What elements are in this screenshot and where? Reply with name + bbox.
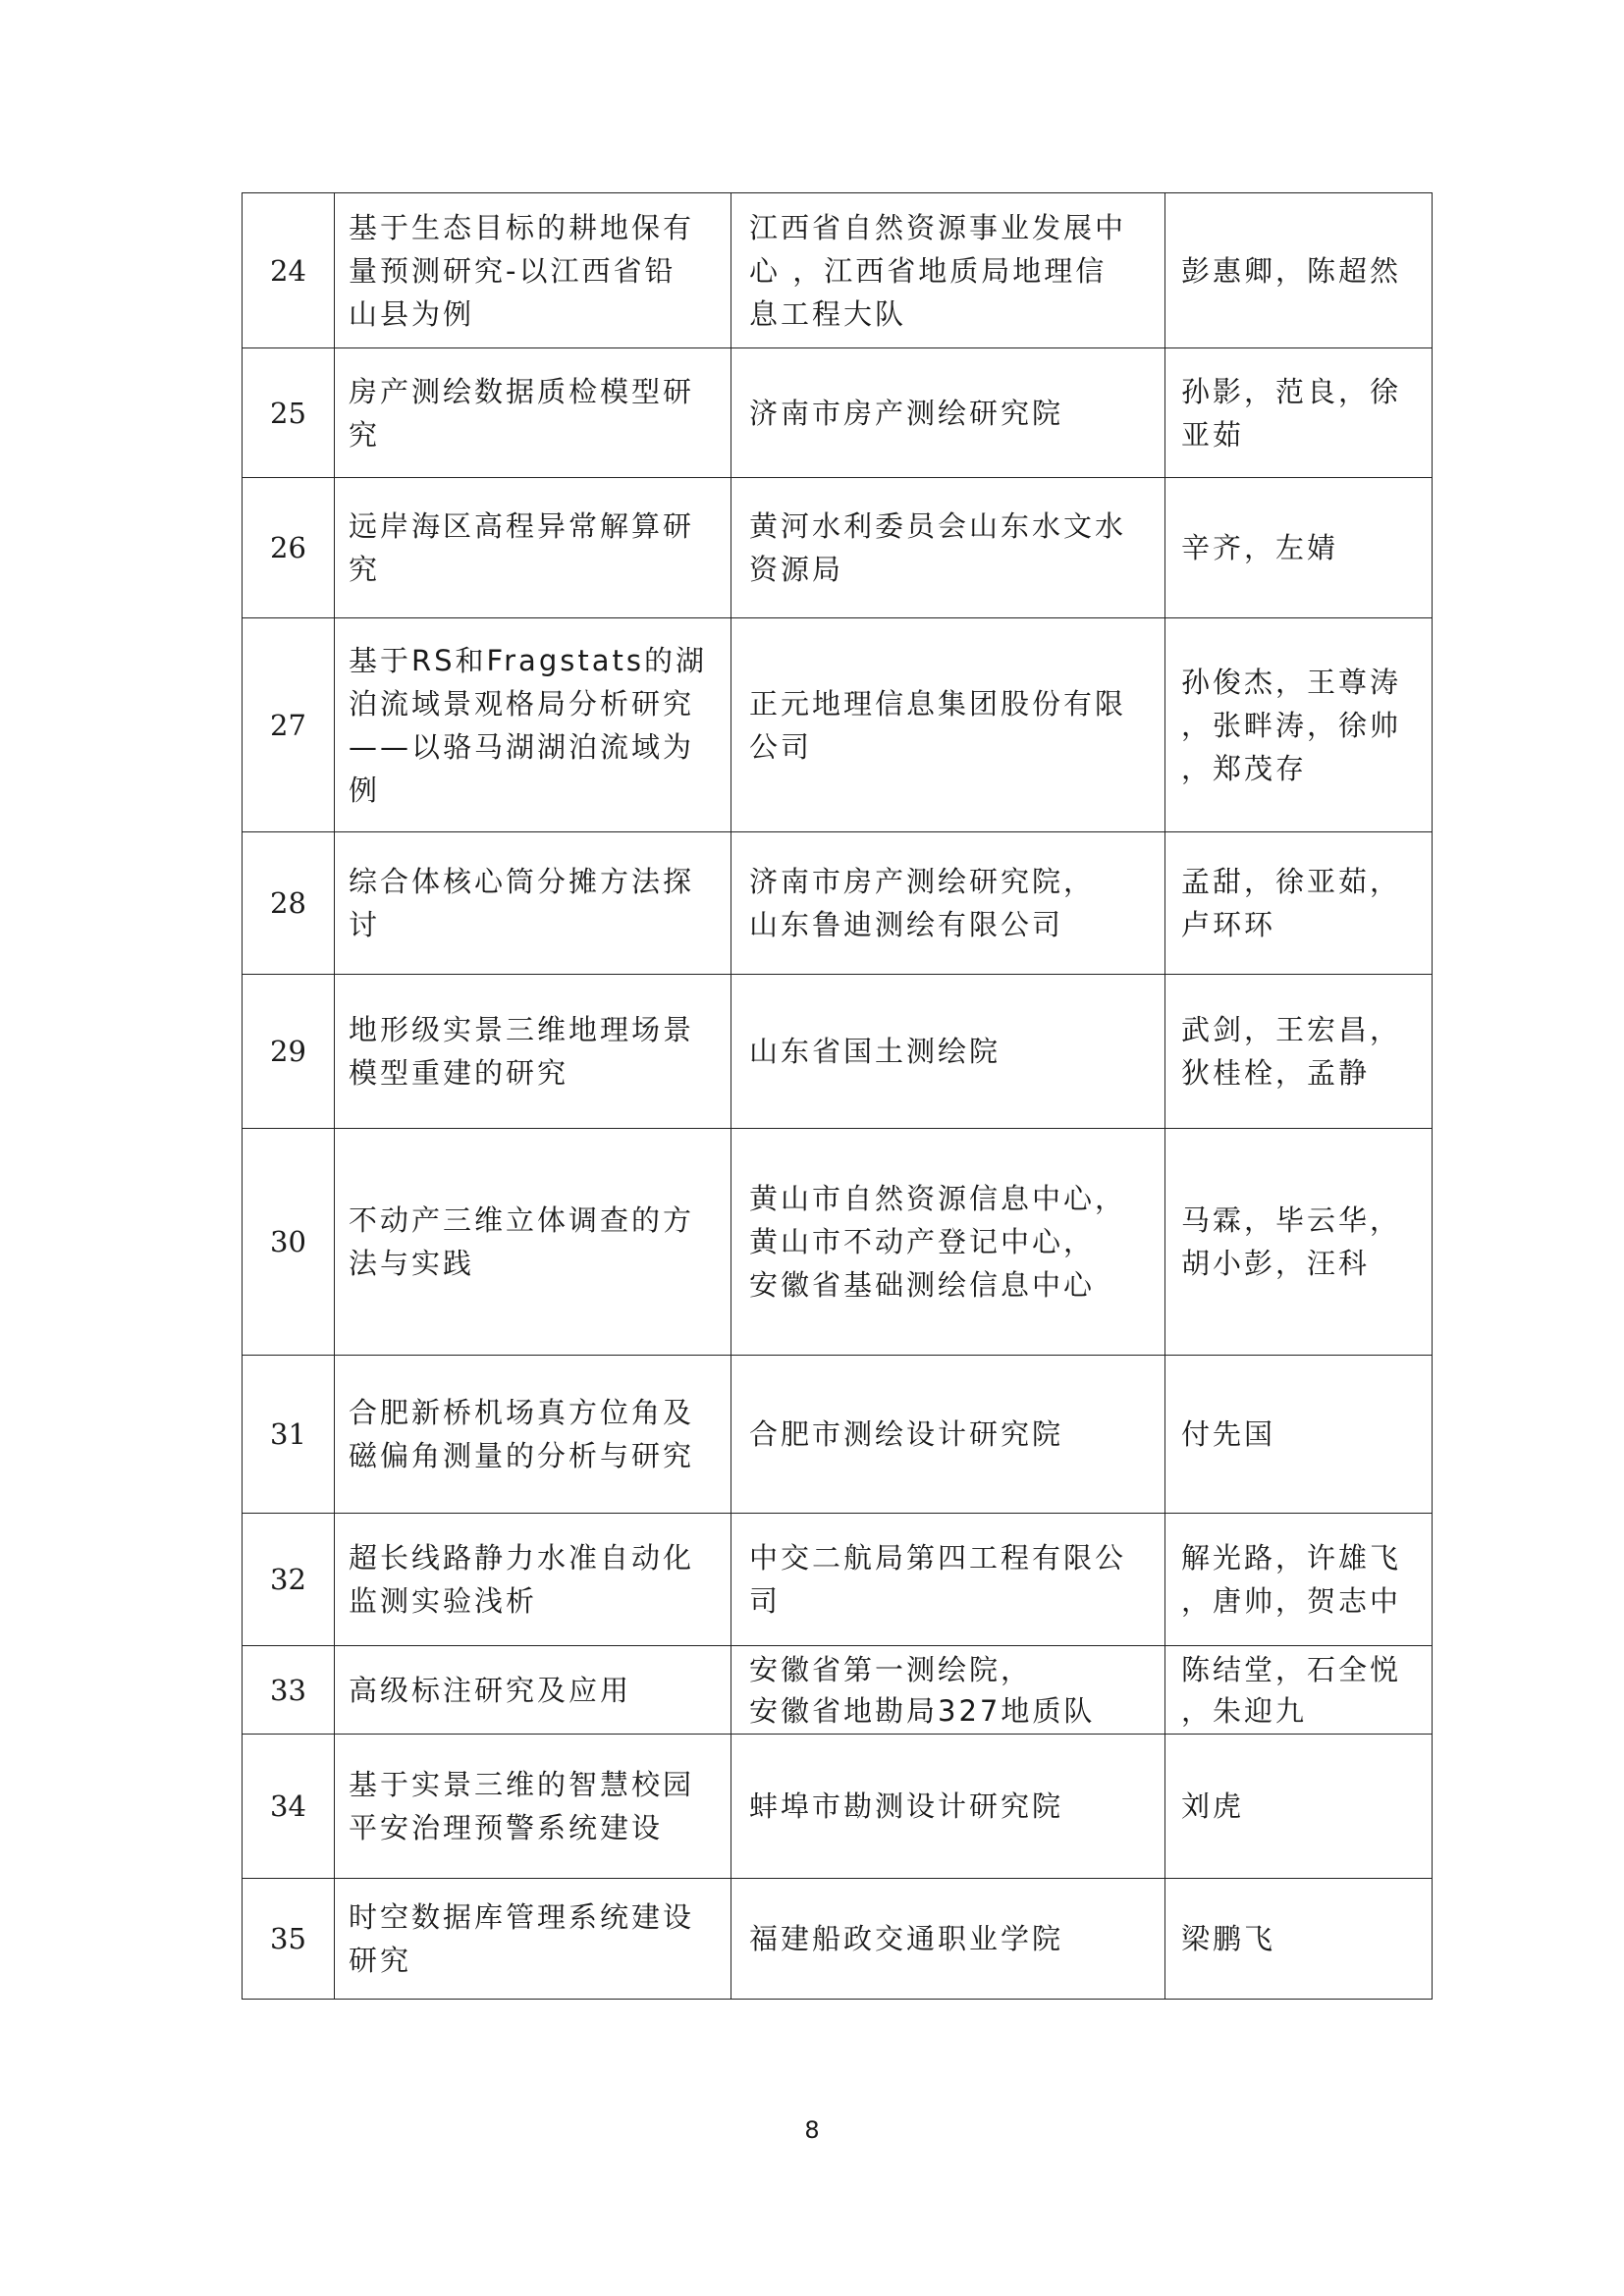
page-number: 8: [804, 2116, 820, 2144]
paper-title: 综合体核心筒分摊方法探 讨: [335, 832, 731, 975]
row-number: 30: [243, 1129, 335, 1356]
organization: 济南市房产测绘研究院， 山东鲁迪测绘有限公司: [731, 832, 1165, 975]
paper-title: 房产测绘数据质检模型研 究: [335, 348, 731, 478]
organization: 江西省自然资源事业发展中 心 ，江西省地质局地理信 息工程大队: [731, 193, 1165, 348]
paper-title: 基于RS和Fragstats的湖 泊流域景观格局分析研究 ——以骆马湖湖泊流域为 例: [335, 618, 731, 832]
row-number: 29: [243, 975, 335, 1129]
table-row: [243, 1879, 1433, 2000]
row-number: 28: [243, 832, 335, 975]
paper-title: 地形级实景三维地理场景 模型重建的研究: [335, 975, 731, 1129]
paper-title: 合肥新桥机场真方位角及 磁偏角测量的分析与研究: [335, 1356, 731, 1514]
organization: 蚌埠市勘测设计研究院: [731, 1735, 1165, 1879]
table-row: [243, 832, 1433, 975]
authors: 梁鹏飞: [1165, 1879, 1433, 2000]
authors: 解光路，许雄飞 ，唐帅，贺志中: [1165, 1514, 1433, 1646]
organization: 福建船政交通职业学院: [731, 1879, 1165, 2000]
row-number: 31: [243, 1356, 335, 1514]
authors: 孙影，范良，徐 亚茹: [1165, 348, 1433, 478]
table-row: [243, 193, 1433, 348]
table-row: [243, 348, 1433, 478]
row-number: 24: [243, 193, 335, 348]
organization: 合肥市测绘设计研究院: [731, 1356, 1165, 1514]
paper-title: 高级标注研究及应用: [335, 1646, 731, 1735]
authors: 付先国: [1165, 1356, 1433, 1514]
authors: 孙俊杰，王尊涛 ，张畔涛，徐帅 ，郑茂存: [1165, 618, 1433, 832]
paper-title: 超长线路静力水准自动化 监测实验浅析: [335, 1514, 731, 1646]
organization: 山东省国土测绘院: [731, 975, 1165, 1129]
table-row: [243, 1514, 1433, 1646]
row-number: 26: [243, 478, 335, 618]
authors: 马霖，毕云华， 胡小彭，汪科: [1165, 1129, 1433, 1356]
organization: 济南市房产测绘研究院: [731, 348, 1165, 478]
table-row: [243, 1735, 1433, 1879]
table-row: [243, 975, 1433, 1129]
paper-title: 时空数据库管理系统建设 研究: [335, 1879, 731, 2000]
organization: 安徽省第一测绘院， 安徽省地勘局327地质队: [731, 1646, 1165, 1735]
authors: 辛齐，左婧: [1165, 478, 1433, 618]
authors: 孟甜，徐亚茹， 卢环环: [1165, 832, 1433, 975]
row-number: 27: [243, 618, 335, 832]
table-row: [243, 1646, 1433, 1735]
organization: 黄河水利委员会山东水文水 资源局: [731, 478, 1165, 618]
paper-title: 远岸海区高程异常解算研 究: [335, 478, 731, 618]
organization: 黄山市自然资源信息中心， 黄山市不动产登记中心， 安徽省基础测绘信息中心: [731, 1129, 1165, 1356]
paper-title: 基于生态目标的耕地保有 量预测研究-以江西省铅 山县为例: [335, 193, 731, 348]
organization: 中交二航局第四工程有限公 司: [731, 1514, 1165, 1646]
authors: 刘虎: [1165, 1735, 1433, 1879]
table-row: [243, 478, 1433, 618]
paper-title: 基于实景三维的智慧校园 平安治理预警系统建设: [335, 1735, 731, 1879]
row-number: 33: [243, 1646, 335, 1735]
table-row: [243, 618, 1433, 832]
authors: 武剑，王宏昌， 狄桂栓，孟静: [1165, 975, 1433, 1129]
organization: 正元地理信息集团股份有限 公司: [731, 618, 1165, 832]
row-number: 25: [243, 348, 335, 478]
row-number: 32: [243, 1514, 335, 1646]
paper-title: 不动产三维立体调查的方 法与实践: [335, 1129, 731, 1356]
authors: 陈结堂，石全悦 ，朱迎九: [1165, 1646, 1433, 1735]
row-number: 34: [243, 1735, 335, 1879]
table-row: [243, 1356, 1433, 1514]
row-number: 35: [243, 1879, 335, 2000]
results-table: [242, 192, 1433, 2000]
table-row: [243, 1129, 1433, 1356]
authors: 彭惠卿，陈超然: [1165, 193, 1433, 348]
